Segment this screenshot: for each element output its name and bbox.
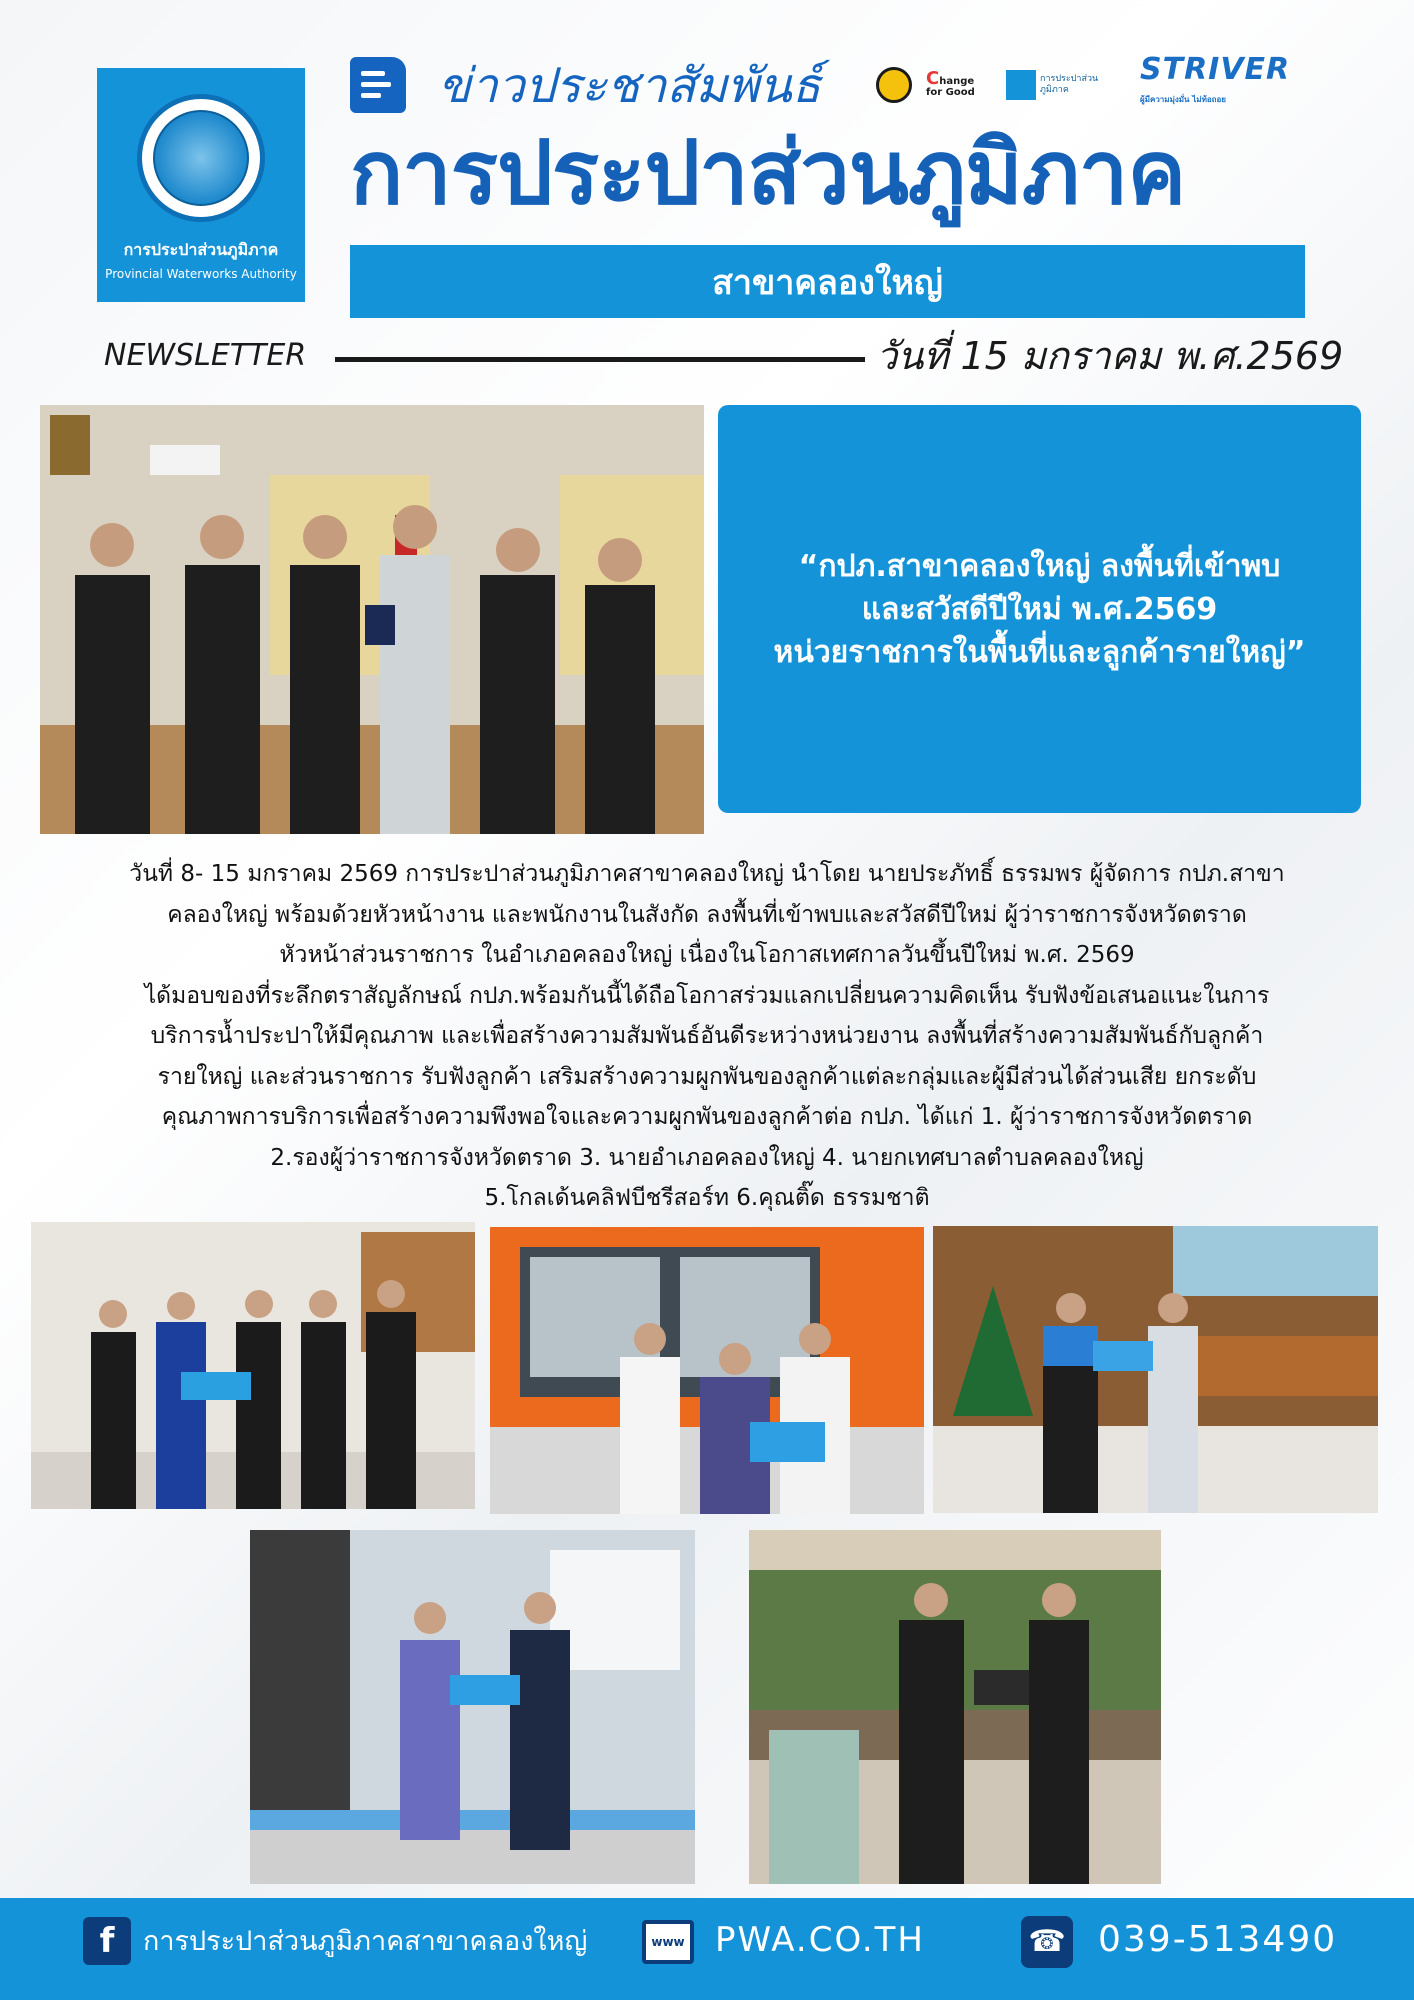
headline-box <box>718 405 1361 813</box>
headline-line: และสวัสดีปีใหม่ พ.ศ.2569 <box>861 591 1218 627</box>
pwa-seal-icon <box>137 94 265 222</box>
body-line: บริการน้ำประปาให้มีคุณภาพ และเพื่อสร้างความสัมพันธ์อันดีระหว่างหน่วยงาน ลงพื้นที่สร้างความสัมพันธ์กับลูกค้า <box>150 1023 1264 1049</box>
gallery-photo-3 <box>933 1226 1378 1513</box>
change-for-good-logo: Change for Good <box>926 67 975 98</box>
gallery-photo-1 <box>31 1222 475 1509</box>
body-line: คุณภาพการบริการเพื่อสร้างความพึงพอใจและความผูกพันของลูกค้าต่อ กปภ. ได้แก่ 1. ผู้ว่าราชการจังหวัดตราด <box>161 1104 1253 1130</box>
body-line: คลองใหญ่ พร้อมด้วยหัวหน้างาน และพนักงานในสังกัด ลงพื้นที่เข้าพบและสวัสดีปีใหม่ ผู้ว่าราชการจังหวัดตราด <box>167 901 1247 928</box>
phone-icon: ☎ <box>1021 1916 1073 1968</box>
body-line: วันที่ 8- 15 มกราคม 2569 การประปาส่วนภูมิภาคสาขาคลองใหญ่ นำโดย นายประภัทธิ์ ธรรมพร ผู้จัดการ กปภ.สาขา <box>129 861 1285 887</box>
body-line: รายใหญ่ และส่วนราชการ รับฟังลูกค้า เสริมสร้างความผูกพันของลูกค้าแต่ละกลุ่มและผู้มีส่วนได้ส่วนเสีย ยกระดับ <box>157 1063 1257 1090</box>
striver-logo: STRIVER ผู้มีความมุ่งมั่น ไม่ท้อถอย <box>1140 52 1291 104</box>
pwa-small-logo: การประปาส่วนภูมิภาค <box>1006 70 1126 100</box>
partner-logos <box>876 52 1306 108</box>
body-line: 5.โกลเด้นคลิฟบีชรีสอร์ท 6.คุณติ๊ด ธรรมชาติ <box>484 1185 930 1211</box>
facebook-page-link[interactable]: การประปาส่วนภูมิภาคสาขาคลองใหญ่ <box>143 1926 588 1957</box>
logo-thai-name: การประปาส่วนภูมิภาค <box>123 240 279 259</box>
partner-emblem-icon <box>876 67 912 103</box>
newsletter-kicker: ข่าวประชาสัมพันธ์ <box>438 58 821 114</box>
website-link[interactable]: PWA.CO.TH <box>715 1920 925 1960</box>
gallery-photo-2 <box>490 1227 924 1514</box>
newsletter-label: NEWSLETTER <box>104 338 307 373</box>
divider <box>335 357 865 362</box>
pwa-mini-icon <box>1006 70 1036 100</box>
phone-number[interactable]: 039-513490 <box>1098 1919 1338 1960</box>
pwa-logo <box>97 68 305 302</box>
headline-line: “กปภ.สาขาคลองใหญ่ ลงพื้นที่เข้าพบ <box>798 548 1281 584</box>
body-line: 2.รองผู้ว่าราชการจังหวัดตราด 3. นายอำเภอคลองใหญ่ 4. นายกเทศบาลตำบลคลองใหญ่ <box>270 1144 1144 1171</box>
logo-english-name: Provincial Waterworks Authority <box>105 267 297 281</box>
branch-banner: สาขาคลองใหญ่ <box>350 245 1305 318</box>
facebook-icon[interactable]: f <box>83 1917 131 1965</box>
gallery-photo-4 <box>250 1530 695 1884</box>
newspaper-icon <box>350 57 406 113</box>
body-line: ได้มอบของที่ระลึกตราสัญลักษณ์ กปภ.พร้อมกันนี้ได้ถือโอกาสร่วมแลกเปลี่ยนความคิดเห็น รับฟังข้อเสนอแนะในการ <box>144 982 1270 1009</box>
headline-line: หน่วยราชการในพื้นที่และลูกค้ารายใหญ่” <box>773 634 1306 670</box>
body-line: หัวหน้าส่วนราชการ ในอำเภอคลองใหญ่ เนื่องในโอกาสเทศกาลวันขึ้นปีใหม่ พ.ศ. 2569 <box>279 942 1135 968</box>
main-photo <box>40 405 704 834</box>
article-body <box>38 854 1376 1219</box>
page-title: การประปาส่วนภูมิภาค <box>350 121 1186 224</box>
issue-date: วันที่ 15 มกราคม พ.ศ.2569 <box>876 334 1344 378</box>
gallery-photo-5 <box>749 1530 1161 1884</box>
www-icon: www <box>642 1920 694 1964</box>
